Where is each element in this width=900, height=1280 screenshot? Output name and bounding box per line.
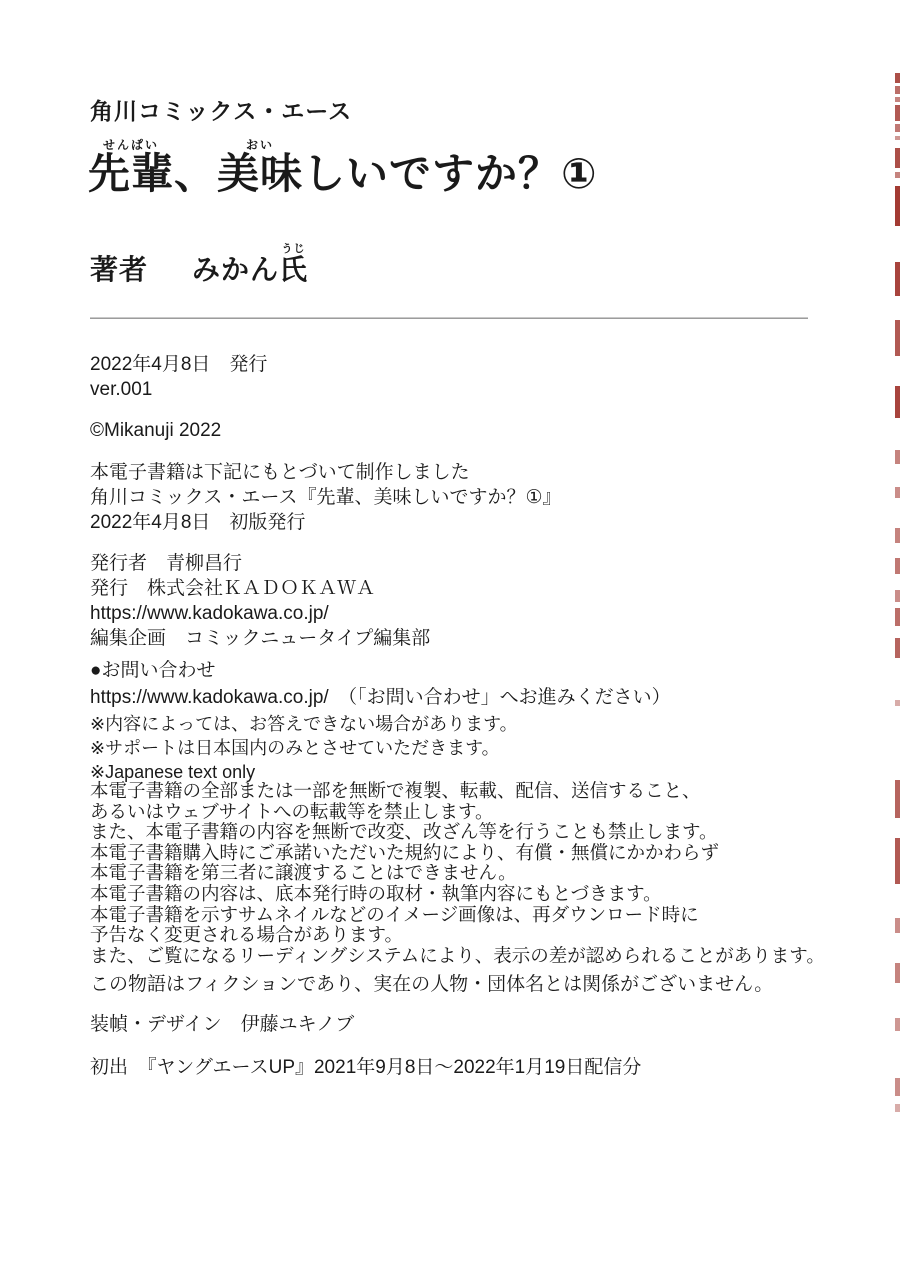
copyright-notice: ©Mikanuji 2022 <box>90 420 222 441</box>
contact-url-text: https://www.kadokawa.co.jp/ （「お問い合わせ」へお進みください） <box>90 687 671 708</box>
legal-line: 本電子書籍の内容は、底本発行時の取材・執筆内容にもとづきます。 <box>90 882 662 904</box>
title-furigana-oishii: おい <box>217 138 304 152</box>
design-credit-text: 装幀・デザイン 伊藤ユキノブ <box>90 1014 355 1035</box>
contact-note-3: ※Japanese text only <box>90 762 256 782</box>
edge-mark <box>895 124 900 132</box>
version-number: ver.001 <box>90 379 153 400</box>
edge-mark <box>895 487 900 498</box>
legal-line: 予告なく変更される場合があります。 <box>90 924 404 946</box>
edge-mark <box>895 1078 900 1096</box>
page-edge-print-bleed <box>892 0 900 1280</box>
title-word-oishii <box>217 138 304 197</box>
author-label: 著者 <box>90 254 149 285</box>
edge-mark <box>895 963 900 983</box>
publication-date-block <box>90 352 267 402</box>
publisher-block <box>90 551 430 651</box>
edge-mark <box>895 262 900 296</box>
edge-mark <box>895 1104 900 1112</box>
legal-line: 本電子書籍購入時にご承諾いただいた規約により、有償・無償にかかわらず <box>90 841 720 863</box>
imprint-label: 角川コミックス・エース <box>90 98 353 124</box>
edge-mark <box>895 638 900 658</box>
edge-mark <box>895 86 900 94</box>
horizontal-divider <box>90 317 808 319</box>
copyright-block <box>90 418 221 443</box>
contact-note-1: ※内容によっては、お答えできない場合があります。 <box>90 714 518 734</box>
contact-heading-text: ●お問い合わせ <box>90 660 216 681</box>
contact-notes <box>90 712 518 784</box>
edge-mark <box>895 97 900 102</box>
contact-heading <box>90 658 215 683</box>
edge-mark <box>895 918 900 933</box>
title-base-senpai: 先輩 <box>88 150 175 197</box>
publisher-company: 発行 株式会社ＫＡＤＯＫＡＷＡ <box>90 578 376 599</box>
legal-line: あるいはウェブサイトへの転載等を禁止します。 <box>90 800 494 822</box>
edge-mark <box>895 136 900 140</box>
edge-mark <box>895 558 900 574</box>
source-date: 2022年4月8日 初版発行 <box>90 512 306 533</box>
edge-mark <box>895 148 900 168</box>
publisher-url: https://www.kadokawa.co.jp/ <box>90 603 329 624</box>
source-title: 角川コミックス・エース『先輩、美味しいですか？①』 <box>90 487 562 508</box>
title-comma: 、 <box>174 150 218 197</box>
edge-mark <box>895 838 900 884</box>
edge-mark <box>895 73 900 83</box>
editorial-planning: 編集企画 コミックニュータイプ編集部 <box>90 628 431 649</box>
title-furigana-senpai: せんぱい <box>88 138 175 152</box>
legal-line: また、ご覧になるリーディングシステムにより、表示の差が認められることがあります。 <box>90 944 825 966</box>
legal-notice <box>90 781 825 966</box>
edge-mark <box>895 450 900 464</box>
edge-mark <box>895 1018 900 1031</box>
edge-mark <box>895 105 900 121</box>
source-note: 本電子書籍は下記にもとづいて制作しました <box>90 462 470 483</box>
book-title <box>88 138 598 198</box>
first-publication-text: 初出 『ヤングエースUP』2021年9月8日～2022年1月19日配信分 <box>90 1057 642 1078</box>
edge-mark <box>895 172 900 178</box>
edge-mark <box>895 608 900 626</box>
legal-line: 本電子書籍を第三者に譲渡することはできません。 <box>90 862 517 884</box>
contact-url-line <box>90 685 671 710</box>
legal-line: また、本電子書籍の内容を無断で改変、改ざん等を行うことも禁止します。 <box>90 821 718 843</box>
author-name: みかん <box>192 254 280 285</box>
author-line <box>90 243 308 288</box>
publisher-person: 発行者 青柳昌行 <box>90 553 243 574</box>
author-name-suffix <box>279 243 309 285</box>
fiction-disclaimer-text: この物語はフィクションであり、実在の人物・団体名とは関係がございません。 <box>90 974 774 995</box>
edge-mark <box>895 700 900 706</box>
edge-mark <box>895 186 900 226</box>
publication-date: 2022年4月8日 発行 <box>90 354 268 375</box>
source-edition-block <box>90 460 562 535</box>
edge-mark <box>895 590 900 602</box>
edge-mark <box>895 320 900 356</box>
edge-mark <box>895 528 900 543</box>
author-suffix-furigana: うじ <box>279 243 309 255</box>
fiction-disclaimer <box>90 972 773 997</box>
edge-mark <box>895 386 900 418</box>
legal-line: 本電子書籍を示すサムネイルなどのイメージ画像は、再ダウンロード時に <box>90 903 699 925</box>
edge-mark <box>895 780 900 818</box>
title-word-senpai <box>88 138 175 197</box>
title-rest: しいですか？① <box>303 150 598 197</box>
legal-line: 本電子書籍の全部または一部を無断で複製、転載、配信、送信すること、 <box>90 780 701 801</box>
first-publication <box>90 1055 641 1080</box>
design-credit <box>90 1012 354 1037</box>
title-base-oishii: 美味 <box>217 150 304 197</box>
author-suffix-base: 氏 <box>279 254 309 285</box>
contact-note-2: ※サポートは日本国内のみとさせていただきます。 <box>90 738 500 758</box>
